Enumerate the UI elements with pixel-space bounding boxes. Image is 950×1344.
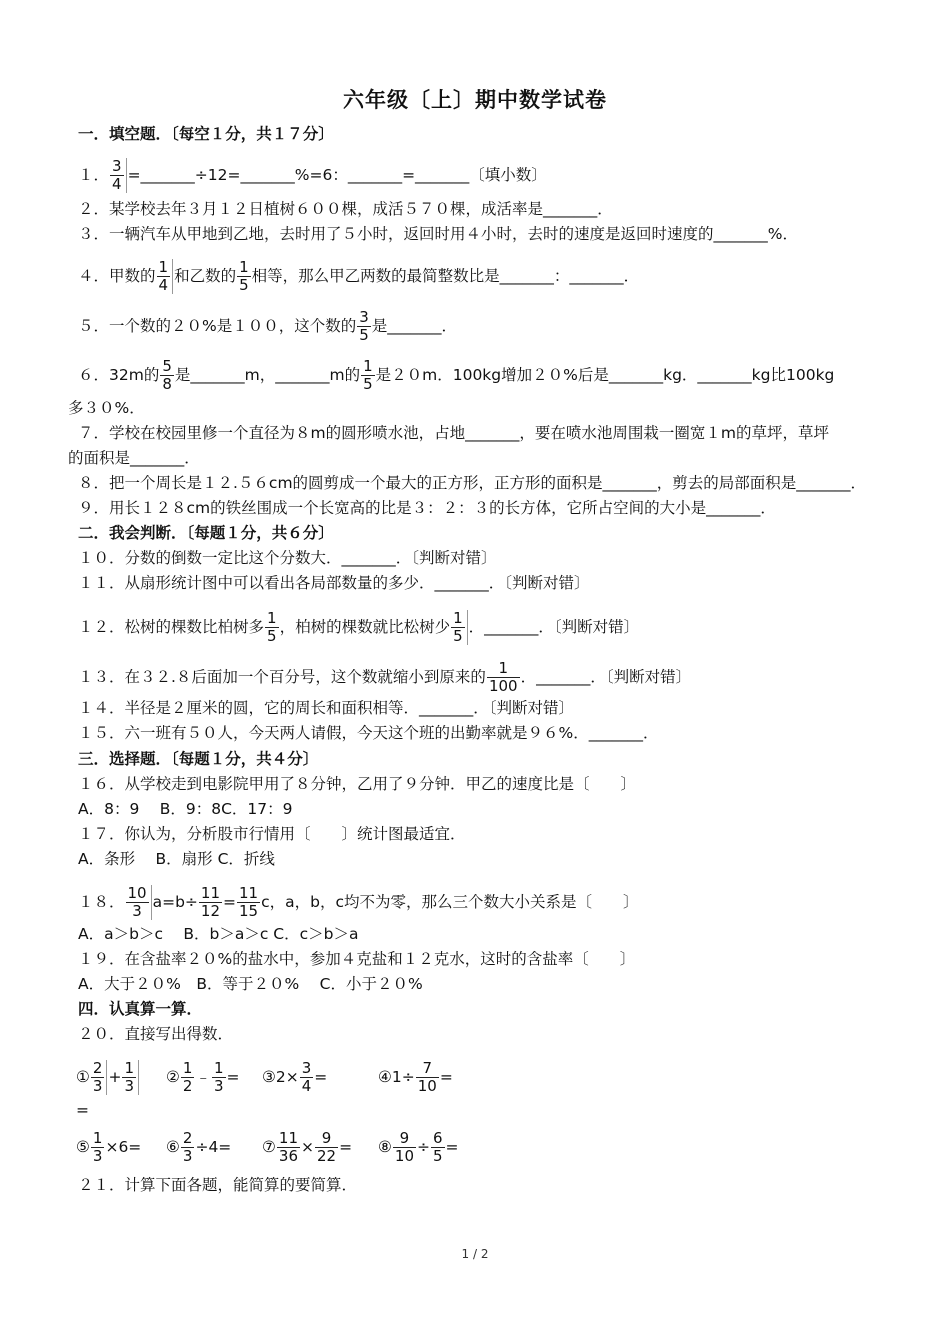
fraction: $\frac{5}{8}$	[162, 357, 172, 393]
calc-4: ④1÷ $\frac{7}{10}$ =	[378, 1059, 453, 1095]
question-14: １４．半径是２厘米的圆，它的周长和面积相等．_______．〔判断对错〕	[78, 699, 575, 717]
fraction: $\frac{7}{10}$	[417, 1059, 437, 1095]
section-1-heading: 一．填空题．〔每空１分，共１７分〕	[78, 125, 334, 143]
fraction: $\frac{2}{3}$	[182, 1129, 193, 1165]
fraction: $\frac{3}{5}$	[359, 308, 369, 344]
calc-3: ③2× $\frac{3}{4}$ =	[262, 1059, 328, 1095]
fraction: $\frac{2}{3}$	[91, 1060, 108, 1095]
question-1: １． $\frac{3}{4}$ =_______÷12=_______%=6：_______=_______〔填小数〕	[78, 157, 547, 193]
fraction: $\frac{1}{5}$	[239, 258, 249, 294]
question-6: ６．32m的 $\frac{5}{8}$ 是_______m，_______m的 $\frac{1}{5}$ 是２０m．100kg增加２０%后是_______kg．_______kg比100kg	[78, 357, 835, 393]
question-6-continued: 多３０%．	[68, 399, 145, 417]
question-11: １１．从扇形统计图中可以看出各局部数量的多少．_______．〔判断对错〕	[78, 574, 590, 592]
fraction: $\frac{1}{5}$	[267, 609, 277, 645]
page-title: 六年级〔上〕期中数学试卷	[343, 88, 607, 112]
fraction: $\frac{1}{3}$	[92, 1129, 103, 1165]
fraction: $\frac{10}{3}$	[126, 885, 152, 920]
calc-2: ② $\frac{1}{2}$ ﹣ $\frac{1}{3}$ =	[166, 1059, 240, 1095]
section-4-heading: 四．认真算一算．	[78, 1000, 203, 1018]
question-9: ９．用长１２８cm的铁丝围成一个长宽高的比是３：２：３的长方体，它所占空间的大小是_______．	[78, 499, 776, 517]
fraction: $\frac{9}{22}$	[317, 1129, 337, 1165]
fraction: $\frac{1}{5}$	[451, 610, 468, 645]
calc-6: ⑥ $\frac{2}{3}$ ÷4=	[166, 1129, 232, 1165]
question-19: １９．在含盐率２０%的盐水中，参加４克盐和１２克水，这时的含盐率〔 〕	[78, 950, 636, 968]
question-17: １７．你认为，分析股市行情用〔 〕统计图最适宜．	[78, 825, 466, 843]
fraction: $\frac{1}{3}$	[213, 1059, 224, 1095]
calc-1: ① $\frac{2}{3}$ + $\frac{1}{3}$	[76, 1060, 140, 1095]
fraction: $\frac{3}{4}$	[301, 1059, 312, 1095]
question-7: ７．学校在校园里修一个直径为８m的圆形喷水池，占地_______，要在喷水池周围栽一圈宽１m的草坪，草坪	[78, 424, 829, 442]
fraction: $\frac{11}{12}$	[200, 884, 221, 920]
calc-5: ⑤ $\frac{1}{3}$ ×6=	[76, 1129, 142, 1165]
question-16-options: A．8：9 B．9：8C．17：9	[78, 800, 293, 818]
fraction: $\frac{1}{100}$	[488, 659, 518, 695]
question-18-options: A．a＞b＞c B．b＞a＞c C．c＞b＞a	[78, 925, 359, 943]
fraction: $\frac{1}{3}$	[122, 1060, 139, 1095]
question-2: ２．某学校去年３月１２日植树６００棵，成活５７０棵，成活率是_______．	[78, 200, 613, 218]
question-4: ４．甲数的 $\frac{1}{4}$ 和乙数的 $\frac{1}{5}$ 相等，那么甲乙两数的最简整数比是_______：_______．	[78, 258, 640, 294]
calc-1-equals: =	[76, 1101, 89, 1119]
fraction: $\frac{1}{5}$	[363, 357, 373, 393]
question-12: １２．松树的棵数比柏树多 $\frac{1}{5}$ ，柏树的棵数就比松树少 $\frac{1}{5}$ ．_______．〔判断对错〕	[78, 609, 640, 645]
question-17-options: A．条形 B．扇形 C．折线	[78, 850, 275, 868]
fraction: $\frac{1}{2}$	[182, 1059, 193, 1095]
question-21: ２１．计算下面各题，能简算的要简算．	[78, 1176, 358, 1194]
question-19-options: A．大于２０% B．等于２０% C．小于２０%	[78, 975, 423, 993]
section-3-heading: 三．选择题．〔每题１分，共４分〕	[78, 750, 319, 768]
question-16: １６．从学校走到电影院甲用了８分钟，乙用了９分钟．甲乙的速度比是〔 〕	[78, 775, 637, 793]
fraction: $\frac{3}{4}$	[110, 158, 127, 193]
question-8: ８．把一个周长是１２.５６cm的圆剪成一个最大的正方形，正方形的面积是_______，剪去的局部面积是_______．	[78, 474, 867, 492]
question-20: ２０．直接写出得数．	[78, 1025, 234, 1043]
fraction: $\frac{11}{15}$	[239, 884, 259, 920]
section-2-heading: 二．我会判断．〔每题１分，共６分〕	[78, 524, 334, 542]
page-number: 1 / 2	[461, 1247, 489, 1261]
fraction: $\frac{11}{36}$	[278, 1129, 298, 1165]
fraction: $\frac{9}{10}$	[394, 1129, 414, 1165]
fraction: $\frac{1}{4}$	[157, 259, 174, 294]
question-15: １５．六一班有５０人，今天两人请假，今天这个班的出勤率就是９６%．_______．	[78, 724, 659, 742]
calc-8: ⑧ $\frac{9}{10}$ ÷ $\frac{6}{5}$ =	[378, 1129, 459, 1165]
question-5: ５．一个数的２０%是１００，这个数的 $\frac{3}{5}$ 是_______．	[78, 308, 458, 344]
question-18: １８． $\frac{10}{3}$ a=b÷ $\frac{11}{12}$ = $\frac{11}{15}$ c，a，b，c均不为零，那么三个数大小关系是〔 〕	[78, 884, 639, 920]
fraction: $\frac{6}{5}$	[433, 1129, 443, 1165]
question-3: ３．一辆汽车从甲地到乙地，去时用了５小时，返回时用４小时，去时的速度是返回时速度的_______%．	[78, 225, 798, 243]
question-13: １３．在３２.８后面加一个百分号，这个数就缩小到原来的 $\frac{1}{100}$ ．_______．〔判断对错〕	[78, 659, 692, 695]
question-7-continued: 的面积是_______．	[68, 449, 200, 467]
question-10: １０．分数的倒数一定比这个分数大．_______．〔判断对错〕	[78, 549, 497, 567]
calc-7: ⑦ $\frac{11}{36}$ × $\frac{9}{22}$ =	[262, 1129, 353, 1165]
